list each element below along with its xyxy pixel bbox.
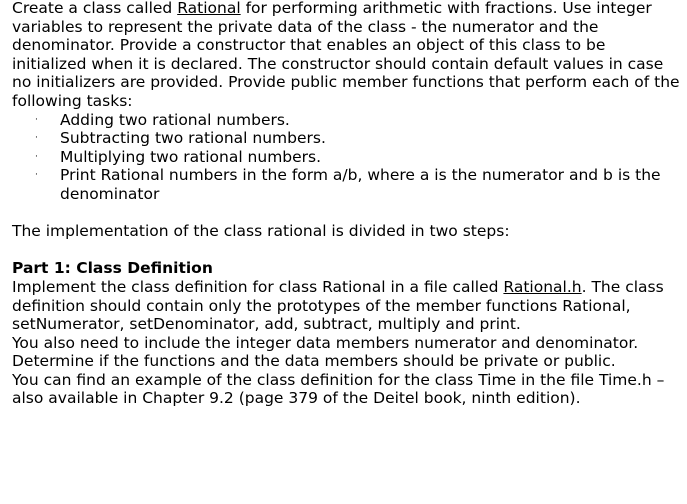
task-item [35,147,684,167]
intro-text-start: Create a class called [12,0,178,17]
task-text: Adding two rational numbers. [60,110,290,129]
bullet-icon: · [35,170,38,181]
bullet-icon: · [35,114,38,125]
part1-heading: Part 1: Class Definition [12,259,213,278]
part1-text-start: Implement the class definition for class Rational in a file called [12,277,504,296]
rational-link[interactable]: Rational [177,0,241,17]
task-item [35,166,684,203]
part1-paragraph-4: You can find an example of the class definition for the class Time in the file Time.h – also available in Chapter 9.2 (page 379 of the Deitel book, ninth edition). [12,370,665,408]
document-body [12,0,684,408]
intro-text-rest: for performing arithmetic with fractions. Use integer variables to represent the private data of the class - the numerator and the denominator. Provide a constructor that enables an object of this class to be initialized when it is declared. The constructor should contain default values in case no initializers are provided. Provide public member functions that perform each of the following tasks: [12,0,680,110]
task-list [12,111,684,204]
task-text: Subtracting two rational numbers. [60,129,326,148]
rational-h-link[interactable]: Rational.h [503,277,582,296]
spacer [12,241,684,260]
bullet-icon: · [35,133,38,144]
bullet-icon: · [35,151,38,162]
task-item [35,110,684,130]
intro-paragraph [12,0,684,111]
part1-paragraph-1 [12,278,684,334]
task-text: Multiplying two rational numbers. [60,147,322,166]
task-item [35,129,684,148]
part1-text-rest: . The class definition should contain only the prototypes of the member functions Rational, setNumerator, setDenominator, add, subtract, multiply and print. [12,277,664,334]
spacer [12,204,684,223]
steps-intro: The implementation of the class rational is divided in two steps: [12,222,510,241]
part1-paragraph-2: You also need to include the integer data members numerator and denominator. [12,333,639,352]
part1-paragraph-3: Determine if the functions and the data members should be private or public. [12,352,616,371]
task-text: Print Rational numbers in the form a/b, where a is the numerator and b is the denominator [60,166,661,203]
